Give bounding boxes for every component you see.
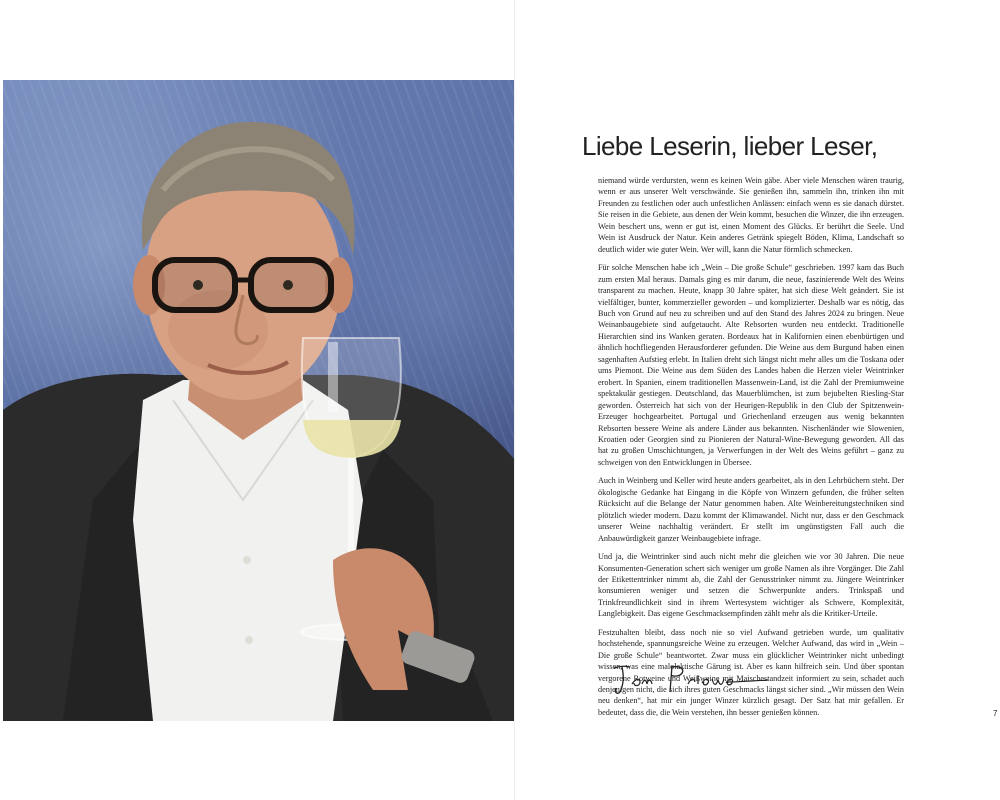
body-text <box>598 175 904 725</box>
handwritten-signature <box>612 662 772 703</box>
paragraph: Für solche Menschen habe ich „Wein – Die große Schule“ geschrieben. 1997 kam das Buch zum ersten Mal heraus. Damals ging es mir darum, die neue, faszinierende Welt des Weins transparent zu machen. Heute, knapp 30 Jahre später, hat sich diese Welt geändert. Sie ist vielfältiger, bunter, kommerzieller geworden – und komplizierter. Deshalb war es nötig, das Buch von Grund auf neu zu schreiben und auf den Stand des Jahres 2024 zu bringen. Neue Weinanbaugebiete sind aufgetaucht. Alte Rebsorten wurden neu entdeckt. Traditionelle Hierarchien sind ins Wanken geraten. Bordeaux hat in Kalifornien einen ebenbürtigen und ähnlich hochfliegenden Herausforderer gefunden. Die Weine aus dem Burgund haben einen sagenhaften Aufstieg erlebt. In Italien dreht sich längst nicht mehr alles um die Toskana oder ums Piemont. Die Weine aus dem Süden des Landes haben die Herzen vieler Weintrinker erobert. In Spanien, einem traditionellen Massenwein-Land, ist die Zahl der Premiumweine spektakulär gestiegen. Deutschland, das Mauerblümchen, ist zum bejubelten Riesling-Star geworden. Österreich hat sich von der Heurigen-Republik in den Club der Spitzenwein-Erzeuger hochgearbeitet. Portugal und Griechenland erzeugen aus wenig bekannten Rebsorten bessere Weine als andere Länder aus bekannten. Nischenländer wie Slowenien, Kroatien oder Georgien sind zu Pionieren der Natural-Wine-Bewegung geworden. All das hat zu großen Umschichtungen, ja Verwerfungen in der Welt des Weins geführt – ganz zu schweigen von den Entwicklungen in Übersee. <box>598 263 904 467</box>
paragraph: niemand würde verdursten, wenn es keinen Wein gäbe. Aber viele Menschen wären traurig, wenn er aus unserer Welt verschwände. Sie genießen ihn, sammeln ihn, trinken ihn mit Freunden zu festlichen oder auch unfestlichen Anlässen: einfach wenn es sie danach dürstet. Sie reisen in die Gebiete, aus denen der Wein kommt, besuchen die Winzer, die ihn erzeugen. Wein beschert uns, wenn er gut ist, einen Moment des Glücks. Er berührt die Seele. Und Wein ist Ausdruck der Natur. Kein anderes Getränk spiegelt Böden, Klima, Landschaft so deutlich wider wie guter Wein. Wer will, kann die Natur förmlich schmecken. <box>598 176 904 254</box>
page-heading: Liebe Leserin, lieber Leser, <box>582 131 878 161</box>
portrait-photo <box>3 80 515 721</box>
page-number: 7 <box>993 709 998 718</box>
paragraph: Und ja, die Weintrinker sind auch nicht mehr die gleichen wie vor 30 Jahren. Die neue Konsumenten-Generation schert sich weniger um große Namen als ihre Vorgänger. Die Zahl der Etikettentrinker nimmt ab, die Zahl der Genusstrinker nimmt zu. Jüngere Weintrinker konsumieren weniger und setzen die Schwerpunkte anders. Trinkspaß und Trinkfreundlichkeit sind in ihrem Wertesystem wichtiger als Schwere, Komplexität, Langlebigkeit. Das eigene Geschmacksempfinden zählt mehr als die Kritiker-Urteile. <box>598 552 904 619</box>
page-gutter <box>514 0 515 800</box>
paragraph: Festzuhalten bleibt, dass noch nie so viel Aufwand getrieben wurde, um qualitativ hochstehende, spannungsreiche Weine zu erzeugen. Welcher Aufwand, das wird in „Wein – Die große Schule“ beantwortet. Zwar muss ein glücklicher Weintrinker nicht unbedingt wissen, was eine malolaktische Gärung ist. Aber es kann hilfreich sein. Und über spontan vergorene Rotweine und Weißweine mit Maischestandzeit informiert zu sein, schadet auch denjenigen nicht, die sich ihres guten Geschmacks längst sicher sind. „Wir müssen den Wein neu denken“, hat mir ein junger Winzer kürzlich gesagt. Der Satz hat mir gefallen. Er bedeutet, dass die, die Wein verstehen, ihn besser genießen können. <box>598 627 904 717</box>
portrait-illustration <box>3 80 515 721</box>
paragraph: Auch in Weinberg und Keller wird heute anders gearbeitet, als in den Lehrbüchern steht. Der ökologische Gedanke hat Eingang in die Köpfe von Winzern gefunden, die früher selten Rücksicht auf die Belange der Natur genommen haben. Alte Weinbereitungstechniken sind plötzlich wieder modern. Dazu kommt der Klimawandel. Nicht nur, dass er den Geschmack unserer Weine nachhaltig verändert. Er stellt im ungünstigsten Fall auch die Anbauwürdigkeit ganzer Weinbaugebiete infrage. <box>598 476 904 543</box>
